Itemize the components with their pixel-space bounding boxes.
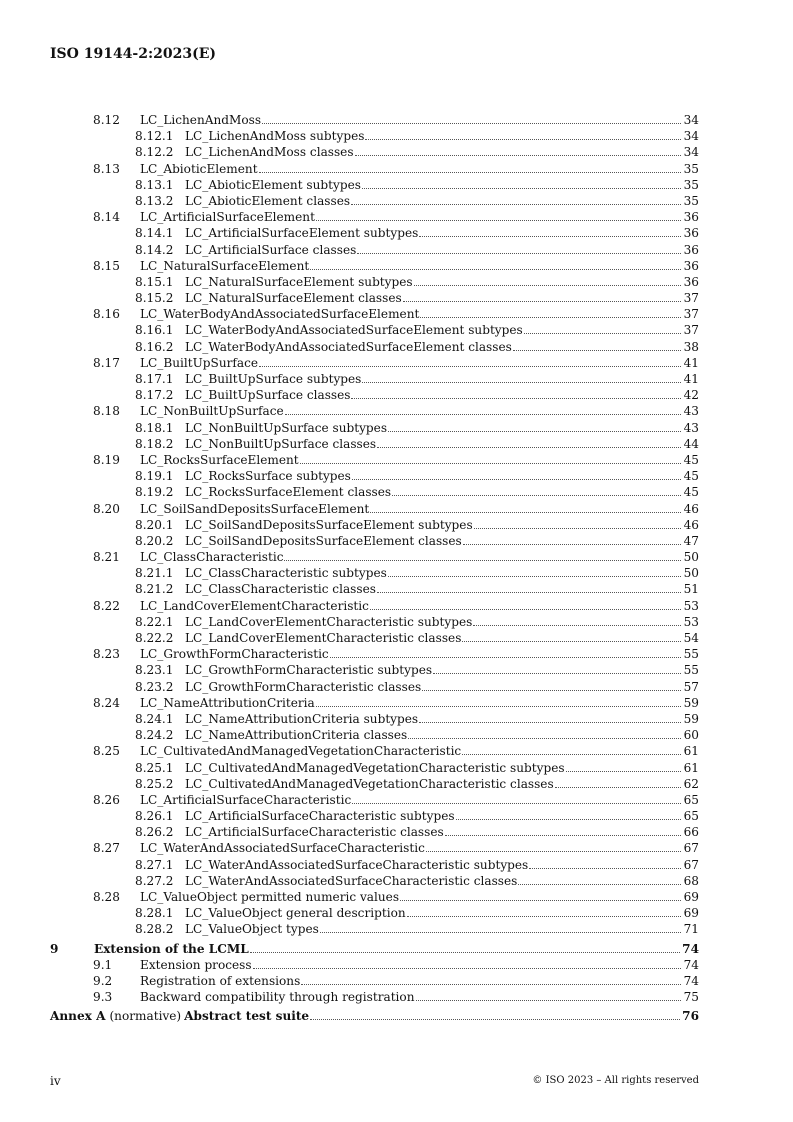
toc-entry-title: LC_ValueObject types bbox=[185, 922, 319, 937]
toc-entry-page: 43 bbox=[683, 420, 699, 435]
toc-entry[interactable] bbox=[50, 614, 699, 630]
toc-entry[interactable] bbox=[50, 306, 699, 322]
toc-entry-title: LC_ClassCharacteristic subtypes bbox=[185, 566, 387, 581]
page-number-footer: iv bbox=[50, 1074, 61, 1088]
toc-entry-title: LC_LichenAndMoss classes bbox=[185, 145, 354, 160]
document-id-header: ISO 19144-2:2023(E) bbox=[50, 46, 217, 62]
toc-entry-page: 59 bbox=[683, 711, 699, 726]
toc-entry-title: LC_NonBuiltUpSurface subtypes bbox=[185, 420, 388, 435]
toc-entry[interactable] bbox=[50, 760, 699, 776]
toc-dot-leader bbox=[463, 543, 681, 545]
toc-dot-leader bbox=[330, 656, 681, 658]
toc-entry[interactable] bbox=[50, 193, 699, 209]
toc-entry-title: LC_ArtificialSurface classes bbox=[185, 242, 357, 257]
toc-dot-leader bbox=[310, 268, 681, 270]
toc-entry-number: 8.27.1 bbox=[135, 857, 174, 872]
toc-entry[interactable] bbox=[50, 889, 699, 905]
toc-entry[interactable] bbox=[50, 727, 699, 743]
toc-entry[interactable] bbox=[50, 989, 699, 1005]
toc-entry-page: 61 bbox=[683, 760, 699, 775]
toc-entry-number: 8.26.2 bbox=[135, 825, 174, 840]
toc-dot-leader bbox=[513, 349, 681, 351]
toc-entry[interactable] bbox=[50, 630, 699, 646]
toc-entry[interactable] bbox=[50, 242, 699, 258]
toc-entry-page: 50 bbox=[683, 566, 699, 581]
toc-entry-title: LC_RocksSurface subtypes bbox=[185, 469, 351, 484]
toc-entry-title: LC_GrowthFormCharacteristic bbox=[140, 647, 329, 662]
toc-entry-title: LC_LandCoverElementCharacteristic bbox=[140, 598, 369, 613]
toc-entry-title: LC_NaturalSurfaceElement classes bbox=[185, 291, 402, 306]
toc-entry[interactable] bbox=[50, 840, 699, 856]
toc-entry-page: 69 bbox=[683, 906, 699, 921]
toc-dot-leader bbox=[388, 575, 681, 577]
toc-dot-leader bbox=[419, 235, 681, 237]
toc-entry-number: 8.25.1 bbox=[135, 760, 174, 775]
toc-entry-number: 8.21.1 bbox=[135, 566, 174, 581]
toc-entry-number: 8.22.1 bbox=[135, 614, 174, 629]
toc-dot-leader bbox=[462, 753, 681, 755]
toc-entry-title: LC_ArtificialSurfaceElement bbox=[140, 210, 315, 225]
toc-entry-page: 45 bbox=[683, 485, 699, 500]
toc-entry-page: 61 bbox=[683, 744, 699, 759]
toc-entry-page: 34 bbox=[683, 113, 699, 127]
toc-entry-title: Extension process bbox=[140, 957, 252, 972]
toc-entry-page: 35 bbox=[683, 177, 699, 192]
toc-entry[interactable] bbox=[50, 339, 699, 355]
toc-entry[interactable] bbox=[50, 387, 699, 403]
toc-dot-leader bbox=[301, 983, 681, 985]
toc-entry-number: 8.28.2 bbox=[135, 922, 174, 937]
toc-entry[interactable] bbox=[50, 646, 699, 662]
toc-entry-number: 8.24.2 bbox=[135, 728, 174, 743]
toc-entry[interactable] bbox=[50, 941, 699, 957]
toc-entry-number: 8.19.1 bbox=[135, 469, 174, 484]
toc-entry[interactable] bbox=[50, 517, 699, 533]
toc-entry-title: LC_ClassCharacteristic classes bbox=[185, 582, 376, 597]
toc-entry-title: Backward compatibility through registration bbox=[140, 990, 415, 1005]
toc-dot-leader bbox=[456, 818, 681, 820]
toc-dot-leader bbox=[524, 332, 681, 334]
toc-entry-title: LC_ValueObject general description bbox=[185, 906, 406, 921]
toc-entry-title: LC_BuiltUpSurface subtypes bbox=[185, 372, 362, 386]
toc-entry-page: 42 bbox=[683, 388, 699, 403]
toc-entry[interactable] bbox=[50, 565, 699, 581]
toc-entry-page: 36 bbox=[683, 242, 699, 257]
toc-entry[interactable] bbox=[50, 662, 699, 678]
toc-dot-leader bbox=[462, 640, 681, 642]
toc-entry-title: LC_WaterAndAssociatedSurfaceCharacteristic subtypes bbox=[185, 857, 529, 872]
toc-dot-leader bbox=[407, 915, 681, 917]
toc-entry-page: 65 bbox=[683, 809, 699, 824]
toc-entry-title: LC_NameAttributionCriteria classes bbox=[185, 728, 408, 743]
toc-entry-number: 8.13.1 bbox=[135, 177, 174, 192]
toc-dot-leader bbox=[352, 802, 681, 804]
toc-entry-page: 55 bbox=[683, 663, 699, 678]
toc-entry-number: 8.20.1 bbox=[135, 517, 174, 532]
toc-entry-title: LC_ArtificialSurfaceCharacteristic bbox=[140, 792, 352, 807]
toc-entry-title: LC_CultivatedAndManagedVegetationCharacteristic subtypes bbox=[185, 760, 565, 775]
toc-entry-page: 50 bbox=[683, 550, 699, 565]
toc-dot-leader bbox=[259, 365, 681, 367]
toc-entry-page: 36 bbox=[683, 274, 699, 289]
toc-entry-page: 60 bbox=[683, 728, 699, 743]
toc-entry-page: 66 bbox=[683, 825, 699, 840]
toc-entry-number: 8.21.2 bbox=[135, 582, 174, 597]
toc-entry-page: 36 bbox=[683, 226, 699, 241]
toc-entry-page: 67 bbox=[683, 857, 699, 872]
toc-entry-number: 8.14.2 bbox=[135, 242, 174, 257]
toc-entry[interactable] bbox=[50, 857, 699, 873]
toc-entry[interactable] bbox=[50, 776, 699, 792]
toc-entry-page: 67 bbox=[683, 841, 699, 856]
toc-entry-number: 9.1 bbox=[93, 957, 113, 972]
toc-dot-leader bbox=[474, 527, 681, 529]
toc-entry-page: 74 bbox=[683, 973, 699, 988]
toc-entry[interactable] bbox=[50, 792, 699, 808]
toc-entry-title: LC_SoilSandDepositsSurfaceElement subtypes bbox=[185, 517, 473, 532]
toc-entry-number: 8.28 bbox=[93, 890, 120, 904]
toc-entry-title: LC_AbioticElement subtypes bbox=[185, 177, 361, 192]
toc-entry-page: 45 bbox=[683, 469, 699, 484]
toc-entry-page: 37 bbox=[683, 307, 699, 322]
toc-entry-page: 37 bbox=[683, 323, 699, 338]
toc-entry-page: 34 bbox=[683, 145, 699, 160]
toc-entry-number: 8.19 bbox=[93, 452, 120, 467]
toc-dot-leader bbox=[362, 187, 681, 189]
toc-entry-title: LC_AbioticElement classes bbox=[185, 193, 351, 208]
toc-entry-page: 37 bbox=[683, 291, 699, 306]
toc-entry-page: 71 bbox=[683, 922, 699, 937]
toc-entry-page: 36 bbox=[683, 258, 699, 273]
toc-entry-page: 54 bbox=[683, 631, 699, 645]
toc-entry-title: Abstract test suite bbox=[184, 1009, 310, 1024]
toc-dot-leader bbox=[518, 883, 681, 885]
toc-entry[interactable] bbox=[50, 824, 699, 840]
toc-dot-leader bbox=[400, 899, 681, 901]
toc-dot-leader bbox=[352, 478, 681, 480]
toc-entry-number: 8.16.2 bbox=[135, 339, 174, 354]
toc-entry[interactable] bbox=[50, 679, 699, 695]
toc-entry-number: 8.15 bbox=[93, 258, 120, 273]
toc-entry-page: 45 bbox=[683, 452, 699, 467]
toc-entry[interactable] bbox=[50, 484, 699, 500]
toc-entry-number: 8.18.2 bbox=[135, 436, 174, 451]
toc-entry[interactable] bbox=[50, 112, 699, 128]
toc-entry-title: LC_BuiltUpSurface classes bbox=[185, 388, 351, 403]
toc-entry[interactable] bbox=[50, 549, 699, 565]
toc-entry-number: 8.17.1 bbox=[135, 372, 174, 386]
toc-dot-leader bbox=[566, 770, 681, 772]
toc-entry[interactable] bbox=[50, 1008, 699, 1024]
toc-dot-leader bbox=[310, 1018, 680, 1020]
toc-entry[interactable] bbox=[50, 128, 699, 144]
toc-entry-title: LC_NaturalSurfaceElement bbox=[140, 258, 310, 273]
toc-dot-leader bbox=[370, 608, 681, 610]
toc-entry-number: 8.12.2 bbox=[135, 145, 174, 160]
toc-entry-number: 8.13 bbox=[93, 161, 120, 176]
toc-entry-title: LC_WaterBodyAndAssociatedSurfaceElement subtypes bbox=[185, 323, 523, 338]
toc-entry[interactable] bbox=[50, 695, 699, 711]
toc-entry-title: LC_WaterBodyAndAssociatedSurfaceElement classes bbox=[185, 339, 512, 354]
toc-dot-leader bbox=[555, 786, 681, 788]
toc-entry-number: 8.20 bbox=[93, 501, 120, 516]
toc-entry-number: 8.26 bbox=[93, 792, 120, 807]
toc-dot-leader bbox=[420, 316, 681, 318]
toc-entry-title: LC_RocksSurfaceElement bbox=[140, 452, 299, 467]
toc-entry-page: 43 bbox=[683, 404, 699, 419]
toc-entry[interactable] bbox=[50, 161, 699, 177]
toc-entry[interactable] bbox=[50, 403, 699, 419]
toc-entry-number: 8.27.2 bbox=[135, 873, 174, 888]
toc-entry-page: 36 bbox=[683, 210, 699, 225]
toc-dot-leader bbox=[357, 252, 681, 254]
toc-entry-number: 8.22 bbox=[93, 598, 120, 613]
toc-entry-title: LC_WaterAndAssociatedSurfaceCharacteristic classes bbox=[185, 873, 518, 888]
toc-entry-title: LC_AbioticElement bbox=[140, 161, 258, 176]
toc-entry-title: LC_SoilSandDepositsSurfaceElement classes bbox=[185, 533, 462, 548]
toc-entry-number: 8.21 bbox=[93, 550, 120, 565]
toc-entry[interactable] bbox=[50, 420, 699, 436]
toc-entry-page: 68 bbox=[683, 873, 699, 888]
toc-dot-leader bbox=[250, 951, 680, 953]
toc-dot-leader bbox=[426, 850, 681, 852]
toc-entry-number: 9.2 bbox=[93, 973, 113, 988]
toc-entry-title: LC_SoilSandDepositsSurfaceElement bbox=[140, 501, 370, 516]
toc-entry-page: 62 bbox=[683, 776, 699, 791]
toc-entry-number: 8.18 bbox=[93, 404, 120, 419]
toc-entry-number: 9 bbox=[50, 941, 59, 956]
toc-dot-leader bbox=[370, 511, 681, 513]
annex-qualifier: (normative) bbox=[109, 1009, 182, 1024]
toc-entry-page: 35 bbox=[683, 161, 699, 176]
toc-entry[interactable] bbox=[50, 581, 699, 597]
toc-entry[interactable] bbox=[50, 322, 699, 338]
toc-dot-leader bbox=[284, 559, 681, 561]
toc-entry-page: 57 bbox=[683, 679, 699, 694]
toc-entry-title: LC_NaturalSurfaceElement subtypes bbox=[185, 274, 413, 289]
toc-entry[interactable] bbox=[50, 274, 699, 290]
toc-entry[interactable] bbox=[50, 436, 699, 452]
toc-dot-leader bbox=[433, 672, 681, 674]
toc-entry[interactable] bbox=[50, 598, 699, 614]
toc-entry-title: LC_ValueObject permitted numeric values bbox=[140, 890, 400, 904]
toc-entry[interactable] bbox=[50, 225, 699, 241]
toc-entry-number: 8.16 bbox=[93, 307, 120, 322]
toc-dot-leader bbox=[362, 381, 681, 383]
toc-entry-page: 46 bbox=[683, 517, 699, 532]
toc-entry[interactable] bbox=[50, 355, 699, 371]
toc-entry-number: 8.14.1 bbox=[135, 226, 174, 241]
toc-dot-leader bbox=[388, 430, 681, 432]
toc-entry-page: 51 bbox=[683, 582, 699, 597]
toc-dot-leader bbox=[253, 967, 681, 969]
toc-entry[interactable] bbox=[50, 371, 699, 387]
toc-entry-number: 8.15.1 bbox=[135, 274, 174, 289]
toc-entry-page: 46 bbox=[683, 501, 699, 516]
toc-entry[interactable] bbox=[50, 144, 699, 160]
toc-dot-leader bbox=[377, 591, 681, 593]
toc-entry[interactable] bbox=[50, 501, 699, 517]
toc-entry-page: 59 bbox=[683, 695, 699, 710]
toc-entry-page: 69 bbox=[683, 890, 699, 904]
toc-entry-title: LC_CultivatedAndManagedVegetationCharacteristic classes bbox=[185, 776, 554, 791]
toc-entry-title: LC_GrowthFormCharacteristic classes bbox=[185, 679, 422, 694]
toc-entry-title: LC_NonBuiltUpSurface classes bbox=[185, 436, 377, 451]
toc-entry-title: LC_LichenAndMoss subtypes bbox=[185, 129, 365, 144]
toc-entry[interactable] bbox=[50, 468, 699, 484]
toc-entry-number: 8.23.2 bbox=[135, 679, 174, 694]
toc-entry-number: 8.25 bbox=[93, 744, 120, 759]
toc-entry-number: 8.17 bbox=[93, 355, 120, 370]
toc-entry[interactable] bbox=[50, 921, 699, 937]
toc-dot-leader bbox=[403, 300, 681, 302]
toc-entry-title: Extension of the LCML bbox=[94, 941, 249, 956]
toc-dot-leader bbox=[408, 737, 681, 739]
toc-dot-leader bbox=[365, 138, 681, 140]
toc-entry-page: 44 bbox=[683, 436, 699, 451]
toc-dot-leader bbox=[262, 122, 681, 124]
toc-entry[interactable] bbox=[50, 973, 699, 989]
toc-entry-number: 8.13.2 bbox=[135, 193, 174, 208]
toc-entry[interactable] bbox=[50, 711, 699, 727]
toc-dot-leader bbox=[351, 203, 681, 205]
toc-entry-number: 8.25.2 bbox=[135, 776, 174, 791]
toc-entry-title: LC_NameAttributionCriteria subtypes bbox=[185, 711, 419, 726]
toc-entry-title: LC_NameAttributionCriteria bbox=[140, 695, 315, 710]
toc-entry[interactable] bbox=[50, 452, 699, 468]
toc-entry[interactable] bbox=[50, 177, 699, 193]
toc-entry[interactable] bbox=[50, 957, 699, 973]
toc-entry-page: 53 bbox=[683, 614, 699, 629]
toc-entry[interactable] bbox=[50, 258, 699, 274]
toc-dot-leader bbox=[316, 219, 681, 221]
toc-entry-number: 8.28.1 bbox=[135, 906, 174, 921]
toc-entry-page: 75 bbox=[683, 990, 699, 1005]
toc-entry-title: LC_ClassCharacteristic bbox=[140, 550, 284, 565]
toc-entry-number: 8.23.1 bbox=[135, 663, 174, 678]
toc-entry-number: 8.18.1 bbox=[135, 420, 174, 435]
toc-entry-page: 74 bbox=[683, 957, 699, 972]
toc-entry-number: 8.26.1 bbox=[135, 809, 174, 824]
toc-entry-number: 8.15.2 bbox=[135, 291, 174, 306]
toc-entry-number: 8.27 bbox=[93, 841, 120, 856]
toc-entry-page: 74 bbox=[682, 941, 699, 956]
toc-entry[interactable] bbox=[50, 209, 699, 225]
toc-entry-number: 8.19.2 bbox=[135, 485, 174, 500]
toc-entry-number: 8.24.1 bbox=[135, 711, 174, 726]
toc-entry[interactable] bbox=[50, 290, 699, 306]
toc-entry-number: 9.3 bbox=[93, 990, 113, 1005]
toc-dot-leader bbox=[316, 705, 681, 707]
toc-entry[interactable] bbox=[50, 743, 699, 759]
toc-dot-leader bbox=[392, 494, 681, 496]
toc-dot-leader bbox=[414, 284, 681, 286]
toc-entry-page: 38 bbox=[683, 339, 699, 354]
table-of-contents bbox=[50, 112, 699, 1025]
toc-entry-number: 8.16.1 bbox=[135, 323, 174, 338]
toc-entry-title: LC_ArtificialSurfaceCharacteristic subtypes bbox=[185, 809, 455, 824]
toc-entry-page: 47 bbox=[683, 533, 699, 548]
toc-entry-number: 8.12.1 bbox=[135, 129, 174, 144]
toc-entry-title: LC_BuiltUpSurface bbox=[140, 355, 259, 370]
toc-dot-leader bbox=[473, 624, 681, 626]
toc-entry-title: LC_RocksSurfaceElement classes bbox=[185, 485, 392, 500]
toc-entry-title: Registration of extensions bbox=[140, 973, 301, 988]
toc-entry-title: LC_LandCoverElementCharacteristic classes bbox=[185, 631, 462, 645]
toc-entry-page: 41 bbox=[683, 372, 699, 386]
toc-entry-page: 41 bbox=[683, 355, 699, 370]
toc-entry-page: 65 bbox=[683, 792, 699, 807]
toc-dot-leader bbox=[355, 154, 681, 156]
toc-entry-page: 53 bbox=[683, 598, 699, 613]
toc-dot-leader bbox=[259, 171, 681, 173]
toc-dot-leader bbox=[445, 834, 681, 836]
toc-entry-title: LC_ArtificialSurfaceElement subtypes bbox=[185, 226, 419, 241]
toc-entry-title: LC_GrowthFormCharacteristic subtypes bbox=[185, 663, 433, 678]
toc-entry-page: 76 bbox=[682, 1009, 699, 1024]
toc-entry-title: LC_LichenAndMoss bbox=[140, 113, 262, 127]
toc-dot-leader bbox=[419, 721, 681, 723]
toc-dot-leader bbox=[529, 867, 681, 869]
toc-entry-title: LC_CultivatedAndManagedVegetationCharacteristic bbox=[140, 744, 462, 759]
toc-entry-number: 8.17.2 bbox=[135, 388, 174, 403]
toc-entry-page: 55 bbox=[683, 647, 699, 662]
toc-dot-leader bbox=[300, 462, 681, 464]
toc-entry[interactable] bbox=[50, 873, 699, 889]
toc-entry-page: 35 bbox=[683, 193, 699, 208]
toc-entry[interactable] bbox=[50, 905, 699, 921]
copyright-footer: © ISO 2023 – All rights reserved bbox=[532, 1075, 699, 1086]
toc-dot-leader bbox=[320, 931, 681, 933]
toc-entry-title: LC_NonBuiltUpSurface bbox=[140, 404, 284, 419]
toc-entry-title: LC_LandCoverElementCharacteristic subtypes bbox=[185, 614, 473, 629]
toc-entry-number: 8.14 bbox=[93, 210, 120, 225]
toc-entry-number: Annex A bbox=[50, 1009, 106, 1024]
toc-dot-leader bbox=[416, 999, 682, 1001]
toc-entry-number: 8.22.2 bbox=[135, 631, 174, 645]
toc-entry-page: 34 bbox=[683, 129, 699, 144]
toc-dot-leader bbox=[377, 446, 681, 448]
toc-dot-leader bbox=[285, 413, 681, 415]
toc-entry-title: LC_WaterAndAssociatedSurfaceCharacteristic bbox=[140, 841, 425, 856]
toc-entry[interactable] bbox=[50, 808, 699, 824]
toc-entry-number: 8.20.2 bbox=[135, 533, 174, 548]
toc-entry[interactable] bbox=[50, 533, 699, 549]
toc-entry-number: 8.23 bbox=[93, 647, 120, 662]
toc-entry-number: 8.24 bbox=[93, 695, 120, 710]
toc-entry-title: LC_WaterBodyAndAssociatedSurfaceElement bbox=[140, 307, 420, 322]
toc-dot-leader bbox=[422, 689, 681, 691]
toc-dot-leader bbox=[351, 397, 681, 399]
toc-entry-title: LC_ArtificialSurfaceCharacteristic classes bbox=[185, 825, 444, 840]
toc-entry-number: 8.12 bbox=[93, 113, 120, 127]
